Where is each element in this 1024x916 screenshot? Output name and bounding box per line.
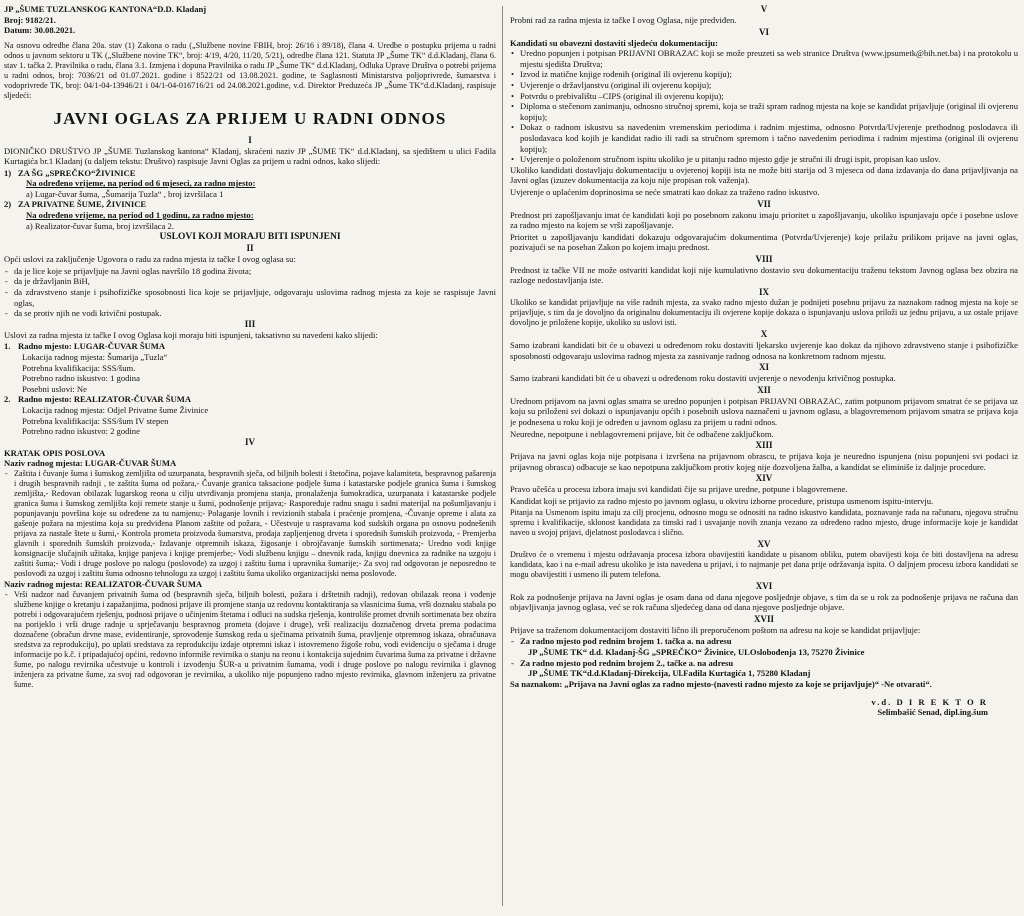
section-number: XII	[757, 384, 771, 395]
job-2-detail: Potrebna kvalifikacija: SSS/šum IV stepen	[22, 415, 169, 426]
position-unit: ZA ŠG „SPREČKO“ŽIVINICE	[18, 167, 136, 178]
submission-addresses	[510, 636, 1018, 647]
position-period: Na određeno vrijeme, na period od 1 godinu, za radno mjesto:	[26, 210, 254, 221]
section-text: Probni rad za radna mjesta iz tačke I ovog Oglasa, nije predviđen.	[510, 15, 737, 25]
section-text: Pitanja na Usmenom ispitu imaju za cilj procjenu, odnosno mogu se odnositi na radno iskustvo kandidata, poznavanje rada na računaru, njegovu stručnu spremu i kvalifikacije, sklonost kandidata za timski rad i usvajanje novih znanja vezano za određeno radno mjesto, druge informacije koje je kandidat naveo u svojoj prijavi, djelatnost poslodavca i slično.	[510, 507, 1018, 537]
job-title: Radno mjesto: LUGAR-ČUVAR ŠUMA	[18, 341, 166, 352]
section-number: VIII	[755, 253, 773, 264]
document-number: Broj: 9182/21.	[4, 14, 56, 25]
list-item: • Potvrdu o prebivalištu –CIPS (original ili ovjerenu kopiju);	[510, 91, 1018, 102]
section-number: X	[760, 329, 768, 340]
list-item: - da je lice koje se prijavljuje na Javni oglas navršilo 18 godina života;	[4, 266, 496, 277]
section-text: Opći uslovi za zaključenje Ugovora o radu za radna mjesta iz tačke I ovog oglasa su:	[4, 254, 296, 265]
section-text: Rok za podnošenje prijava na Javni oglas je osam dana od dana njegove posljednje objave, s tim da se u rok za podnošenje prijava ne računa dan objavljivanja javnog oglasa, već se rok računa sljedećeg dana od dana njegove posljednje objave.	[510, 591, 1018, 613]
section-number: VII	[757, 198, 771, 209]
section-number: XVI	[755, 580, 773, 591]
position-unit: ZA PRIVATNE ŠUME, ŽIVINICE	[18, 199, 147, 210]
general-conditions-list	[4, 266, 496, 319]
section-text: Pravo učešća u procesu izbora imaju svi kandidati čije su prijave uredne, potpune i blagovremene.	[510, 484, 848, 495]
page-title: JAVNI OGLAS ZA PRIJEM U RADNI ODNOS	[53, 108, 447, 128]
documents-heading: Kandidati su obavezni dostaviti sljedeću dokumentaciju:	[510, 37, 718, 48]
section-number: XI	[758, 362, 769, 373]
envelope-note: Sa naznakom: „Prijava na Javni oglas za radno mjesto-(navesti radno mjesto za koje se prijavljuje)“ -Ne otvarati“.	[510, 678, 932, 689]
address-line: JP „ŠUME TK“d.d.Kladanj-Direkcija, Ul.Fadila Kurtagića 1, 75280 Kladanj	[528, 668, 811, 679]
job-description-text: - Vrši nadzor nad čuvanjem privatnih šuma od (bespravnih sječa, biljnih bolesti, požara i drštetnih radnji), redovan obilazak reona i vođenje službene knjige o kretanju i zapažanjima, podnosi prijave ili promjene stanja uz redovnu kontaktiranja sa vlasnicima šuma, vrši doznaku stabala po potrebi i odgovarajućem rješenju, podnosi prijave o učinjenim štetama i odluci na sudska rješenja, kontroliše promet drvnih sortimenata bez obzira na porijeklo i vrši druge radnje u sprječavanju bespravnog prometa (dojave i druge), vrši realizaciju doznačenog drveta prema podacima doznačene (obračun drvne mase, evidentiranje, sprovođenje šumskog reda u sječinama privatnih šuma, pravljenje otpremnog iskaza, obračunava sredstva za reprodukciju), po uplati sredstava za reprodukciju izdaje otpremni iskaz i istovremeno žigoše robu, vodi evidenciju o sječama i druge informacije po k.č. i pripadajućoj općini, redovno informiše revirnika o stanju na reonu i kontakcija sujednim čuvarima šuma za privatne i državne šume, po nalogu revirnika učestvuje u kontroli i izvođenju ŠUR-a u privatnim šumama, vodi i druge poslove po nalogu revirnika i glavnog inženjera za privatne šume, za svoj rad odgovoran je revirniku, a ukoliko nije popunjeno radno mjesto revirnika, glavnom inženjeru za privatne šume.	[4, 590, 496, 690]
section-number: III	[244, 318, 256, 329]
section-number: I	[248, 134, 252, 145]
job-1-detail: Potrebno radno iskustvo: 1 godina	[22, 373, 140, 384]
address-label: - Za radno mjesto pod rednim brojem 2., tačke a. na adresu	[510, 658, 1018, 669]
section-text: Prijave sa traženom dokumentacijom dostaviti lično ili preporučenom poštom na adresu na koje se kandidat prijavljuje:	[510, 624, 921, 635]
company-line: JP „ŠUME TUZLANSKOG KANTONA“D.D. Kladanj	[4, 4, 207, 14]
job-title: Radno mjesto: REALIZATOR-ČUVAR ŠUMA	[18, 394, 192, 405]
signature-title: v.d. D I R E K T O R	[871, 697, 988, 708]
list-item: - da zdravstveno stanje i psihofizičke sposobnosti lica koje se prijavljuje, odgovaraju uslovima radnog mjesta za koje se raspisuje Javni oglas,	[4, 287, 496, 308]
conditions-heading: USLOVI KOJI MORAJU BITI ISPUNJENI	[159, 232, 341, 243]
section-text: Ukoliko kandidati dostavljaju dokumentaciju u ovjerenoj kopiji ista ne može biti starija od 3 mjeseca od dana izdavanja do dana prijavljivanja na Javni oglas (izuzev dokumentacija za koju nije propisan rok važenja).	[510, 164, 1018, 186]
list-item: - da se protiv njih ne vodi krivični postupak.	[4, 308, 496, 319]
section-text: Ukoliko se kandidat prijavljuje na više radnih mjesta, za svako radno mjesto dužan je podnijeti posebnu prijavu za naznakom radnog mjesta na koje se prijavljuje, s tim da je dovoljno da originalnu dokumentaciju ili ovjerene kopije dokaza o ispunjavanju uslova priloži uz jednu prijavu, a uz ostale prijave dovoljno je priložene kopije, ukoliko su uslovi isti.	[510, 298, 1018, 328]
section-text: Neuredne, nepotpune i neblagovremeni prijave, bit će odbačene zaključkom.	[510, 428, 774, 439]
signature-block	[510, 697, 1018, 718]
section-number: V	[760, 4, 768, 14]
section-text: Uslovi za radna mjesta iz tačke I ovog Oglasa koji moraju biti ispunjeni, taksativno su navedeni kako slijedi:	[4, 329, 378, 340]
position-number: 2)	[4, 199, 12, 210]
job-description-list	[4, 590, 496, 690]
section-text: Samo izabrani kandidati bit će u obavezi u određenom roku dostaviti ljekarsko uvjerenje kao dokaz da njihovo zdravstveno stanje i psihofizičke sposobnosti odgovaraju uslovima radnog mjesta za zasnivanje radnog odnosa na konkretnom radnom mjestu.	[510, 340, 1018, 361]
list-item: • Diploma o stečenom zanimanju, odnosno stručnoj spremi, koja se traži spram radnog mjesta na koje se kandidat prijavljuje (original ili ovjerenu kopiju);	[510, 101, 1018, 122]
section-number: XVII	[753, 613, 774, 624]
position-group-1	[4, 168, 496, 179]
section-number: II	[246, 243, 254, 254]
list-item: - da je državljanin BiH,	[4, 276, 496, 287]
job-number: 2.	[4, 394, 11, 405]
section-number: VI	[758, 26, 769, 37]
section-number: XIV	[755, 473, 773, 484]
list-item: • Uvjerenje o državljanstvu (original ili ovjerenu kopiju);	[510, 80, 1018, 91]
position-group-2	[4, 199, 496, 210]
job-1-detail: Posebni uslovi: Ne	[22, 383, 87, 394]
signature-name: Selimbašić Senad, dipl.ing.šum	[877, 707, 988, 717]
right-column	[510, 4, 1018, 912]
job-2-heading	[4, 394, 496, 405]
job-description-title: Naziv radnog mjesta: LUGAR-ČUVAR ŠUMA	[4, 458, 177, 469]
list-item: • Izvod iz matične knjige rođenih (original ili ovjerenu kopiju);	[510, 69, 1018, 80]
section-number: XIII	[755, 440, 773, 451]
address-label: - Za radno mjesto pod rednim brojem 1. tačka a. na adresu	[510, 636, 1018, 647]
section-text: Prioritet u zapošljavanju kandidati dokazuju odgovarajućim dokumentima (Potvrda/Uvjerenje) koje prilažu prilikom prijave na javni oglas, pozivajući se na poseban Zakon po kojem imaju prednost.	[510, 231, 1018, 253]
section-text: Urednom prijavom na javni oglas smatra se uredno popunjen i potpisan PRIJAVNI OBRAZAC, zatim potpunom prijavom smatrat će se prijava uz koju su priloženi svi dokazi o ispunjavanju općih i posebnih uslova naznačeni u javnom oglasu, a blagovremenom prijavom smatra se prijava koja je podnesena u roku koji je određen u javnom oglasu za prijem u radni odnos.	[510, 395, 1018, 428]
section-text: Društvo će o vremenu i mjestu održavanja procesa izbora obavijestiti kandidate u pisanom obliku, putem obavijesti koja će biti dostavljena na adresu kandidata, kao i na e-mail adresu ukoliko je ista navedena u prijavi, i to najmanje pet dana prije održavanja ispita. O daljnjem procesu izbora kandidati se mogu obavijestiti i usmeno ili putem telefona.	[510, 549, 1018, 579]
required-documents-list	[510, 48, 1018, 165]
section-number: XV	[757, 538, 771, 549]
job-number: 1.	[4, 341, 11, 352]
list-item: • Dokaz o radnom iskustvu sa navedenim vremenskim periodima i radnim mjestima, odnosno Potvrda/Uvjerenje prethodnog poslodavca ili poslodavaca kod kojih je kandidat radio ili radi sa stručnom spremom i tačno navedenim periodima i radnim mjestima (original ili ovjerenu kopiju);	[510, 122, 1018, 154]
address-line: JP „ŠUME TK“ d.d. Kladanj-ŠG „SPREČKO“ Živinice, ULOslobođenja 13, 75270 Živinice	[528, 646, 865, 657]
list-item: • Uvjerenje o položenom stručnom ispitu ukoliko je u pitanju radno mjesto gdje je stručni ili drugi ispit, propisan kao uslov.	[510, 154, 1018, 165]
section-text: Prednost iz tačke VII ne može ostvariti kandidat koji nije kumulativno dostavio svu dokumentaciju traženu tekstom Javnog oglasa bez obzira na razloge nedostavljanja iste.	[510, 264, 1018, 286]
job-description-text: - Zaštita i čuvanje šuma i šumskog zemljišta od uzurpanata, bespravnih sječa, od biljnih bolesti i štetočina, pojave kalamiteta, bespravnog pašarenja i drugih bespravnih radnji , te zaštita šuma od požara,- Čuvanje granica taksacione podjele šuma i katastarske podjele granica šuma i šumskog zemljišta,- Redovan obilazak lugarskog reona u cilju utvrđivanja promjena stanja, pronalaženja šumokradica, uzurpanata i katastarske podjele granica šuma i šumskog zemljišta koji remete stanje u šumi, podnošenje prijava;- Raspoređuje radnu snagu i sadni materijal na pošumljavanju i popunjavanju površina koje su određene za tu namjenu;- Polaganje lovnih i revizionih stabala i praćenje promjena, -Čuvanje opreme i alata za gašenje požara na mjestima koja su predviđena Planom zaštite od požara, - Učestvuje u raspravama kod sudskih organa po osnovu podnešenih prijava za nastale štete u šumi,- Kontrola prometa proizvoda šumarstva, prodaja zapljenjenog drveta i sporednih šumskih proizvoda, - Premjerba glavnih i sporednih šumskih proizvoda,- Izdavanje otpremnih iskaza, žigosanje i obrojčavanje šumskih sortimenata;- Uredno vodi knjige konsignacije slučajnih užitaka, knjige panjeva i knjige premjerbe;- Vodi službenu knjigu – dnevnik rada, knjigu dnevnica za radnike na uzgoju i zaštiti šuma;- Vodi i druge poslove po nalogu (poslovođe) za uzgoj i zaštitu šuma i upravnika šumarije;- Za svoj rad odgovoran je neposredno te poslovođi za uzgoj i zaštitu šuma odnosno tehnologu za uzgoj i zaštitu šuma ukoliko organizacijski nema poslovođe.	[4, 469, 496, 579]
legal-basis-paragraph: Na osnovu odredbe člana 20a. stav (1) Zakona o radu („Službene novine FBIH, broj: 26/16 i 89/18), člana 4. Uredbe o postupku prijema u radni odnos u javnom sektoru u TK („Službene novine TK“, broj: 4/19, 4/20, 11/20, 5/21), odredbe člana 121. Statuta JP „Šume TK“ d.d.Kladanj, člana 6. stav 1. tačka 2. Pravilnika o radu, člana 3.1. Izmjena i dopuna Pravilnika o radu JP „Šume TK“ d.d.Kladanj, Odluka Uprave Društva o potrebi prijema u radni odnos, broj: 7036/21 od 01.07.2021. godine i 8522/21 od 13.08.2021. godine, te Saglasnosti Ministarstva poljoprivrede, šumarstva i vodoprivrede TK, broj: 04/1-04-13946/21 i 04/1-04-016716/21 od 24.08.2021.godine, v.d. Direktor Preduzeća JP „Šume TK“d.d.Kladanj, raspisuje sljedeći:	[4, 40, 496, 100]
section-number: IX	[758, 287, 769, 298]
job-1-detail: Lokacija radnog mjesta: Šumarija „Tuzla“	[22, 352, 168, 362]
position-job: a) Lugar-čuvar šuma, „Šumarija Tuzla“ , broj izvršilaca 1	[26, 188, 224, 199]
position-period: Na određeno vrijeme, na period od 6 mjeseci, za radno mjesto:	[26, 178, 256, 189]
section-text: Prijava na javni oglas koja nije potpisana i izvršena na prijavnom obrascu, te prijava koja je neuredno ispunjena (nisu popunjeni svi podaci iz prijavnog obrasca) odbacuje se kao nepotpuna zaključkom protiv kojeg nije dozvoljena žalba, a kandidat se eliminiše iz daljnje procedure.	[510, 451, 1018, 472]
section-text: Prednost pri zapošljavanju imat će kandidati koji po posebnom zakonu imaju prioritet u zapošljavanju, ukoliko ispunjavaju opće i posebne uslove za radno mjesto na kojem se vrši zapošljavanje.	[510, 209, 1018, 231]
column-divider	[502, 6, 503, 906]
left-column	[4, 4, 496, 912]
job-description-title: Naziv radnog mjesta: REALIZATOR-ČUVAR ŠUMA	[4, 578, 203, 589]
section-text: Uvjerenje o uplaćenim doprinosima se neće smatrati kao dokaz za traženo radno iskustvo.	[510, 186, 820, 197]
job-2-detail: Potrebno radno iskustvo: 2 godine	[22, 426, 140, 437]
document-date: Datum: 30.08.2021.	[4, 25, 76, 35]
job-description-list	[4, 469, 496, 579]
position-job: a) Realizator-čuvar šuma, broj izvršilaca 2.	[26, 220, 175, 231]
job-1-detail: Potrebna kvalifikacija: SSS/šum.	[22, 362, 136, 373]
submission-addresses	[510, 658, 1018, 669]
section-number: IV	[244, 436, 255, 447]
position-number: 1)	[4, 167, 12, 178]
list-item: • Uredno popunjen i potpisan PRIJAVNI OBRAZAC koji se može preuzeti sa web stranice Društva (www.jpsumetk@bih.net.ba) i na protokolu u mjestu sjedišta Društva;	[510, 48, 1018, 69]
section-text: Kandidat koji se prijavio za radno mjesto po javnom oglasu, u okviru izborne procedure, pristupa usmenom ispitu-intervju.	[510, 496, 934, 506]
job-description-heading: KRATAK OPIS POSLOVA	[4, 447, 106, 458]
section-text: DIONIČKO DRUŠTVO JP „ŠUME Tuzlanskog kantona“ Kladanj, skraćeni naziv JP „ŠUME TK“ d.d.Kladanj, sa sjedištem u ulici Fadila Kurtagića br.1 Kladanj (u daljem tekstu: Društvo) raspisuje Javni Oglas za prijem u radni odnos, kako slijedi:	[4, 145, 496, 167]
section-text: Samo izabrani kandidati bit će u obavezi u određenom roku dostaviti uvjerenje o nevođenju krivičnog postupka.	[510, 373, 896, 384]
job-2-detail: Lokacija radnog mjesta: Odjel Privatne šume Živinice	[22, 404, 209, 415]
job-1-heading	[4, 341, 496, 352]
